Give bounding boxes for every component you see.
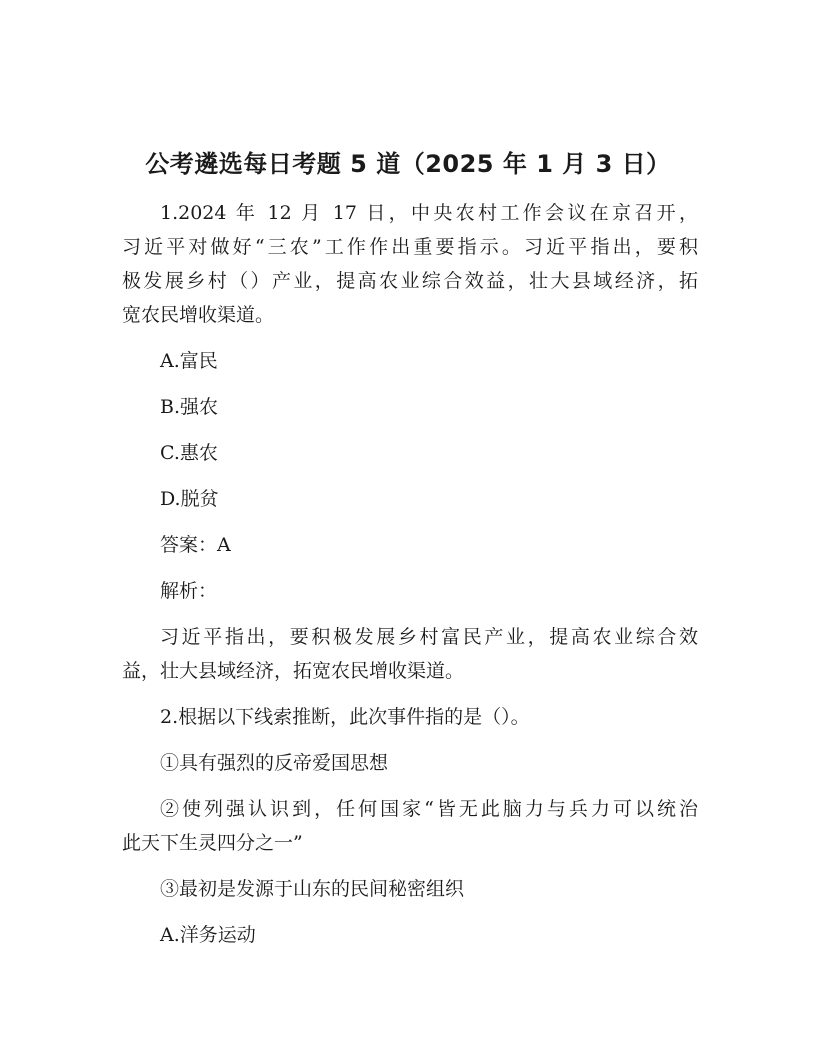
question-1-analysis-line: 习近平指出，要积极发展乡村富民产业，提高农业综合效: [160, 626, 698, 648]
question-2-clue-2-line: 此天下生灵四分之一”: [122, 832, 303, 854]
question-1-stem-line: 1.2024 年 12 月 17 日，中央农村工作会议在京召开，: [160, 202, 698, 224]
question-1-answer: 答案：A: [160, 534, 231, 556]
question-1-analysis-label: 解析：: [160, 580, 218, 602]
question-1-option-a: A.富民: [160, 350, 218, 372]
question-1-option-c: C.惠农: [160, 442, 218, 464]
question-1-stem-line: 极发展乡村（）产业，提高农业综合效益，壮大县域经济，拓: [122, 270, 698, 292]
question-1-option-d: D.脱贫: [160, 488, 219, 510]
question-2-clue-2-line: ②使列强认识到，任何国家“皆无此脑力与兵力可以统治: [160, 798, 698, 820]
page-title: 公考遴选每日考题 5 道（2025 年 1 月 3 日）: [145, 150, 671, 178]
question-2-clue-1: ①具有强烈的反帝爱国思想: [160, 752, 389, 774]
question-1-analysis-line: 益，壮大县域经济，拓宽农民增收渠道。: [122, 660, 465, 682]
question-2-clue-2: [122, 792, 698, 860]
question-2-stem: 2.根据以下线索推断，此次事件指的是（）。: [160, 706, 530, 728]
question-1-option-b: B.强农: [160, 396, 219, 418]
question-1-stem-line: 宽农民增收渠道。: [122, 304, 275, 326]
question-1-stem-line: 习近平对做好“三农”工作作出重要指示。习近平指出，要积: [122, 236, 698, 258]
question-1-analysis: [122, 620, 698, 688]
question-1-stem: [122, 196, 698, 332]
question-2-clue-3: ③最初是发源于山东的民间秘密组织: [160, 878, 465, 900]
document-body: [122, 196, 698, 964]
question-2-option-a: A.洋务运动: [160, 924, 256, 946]
